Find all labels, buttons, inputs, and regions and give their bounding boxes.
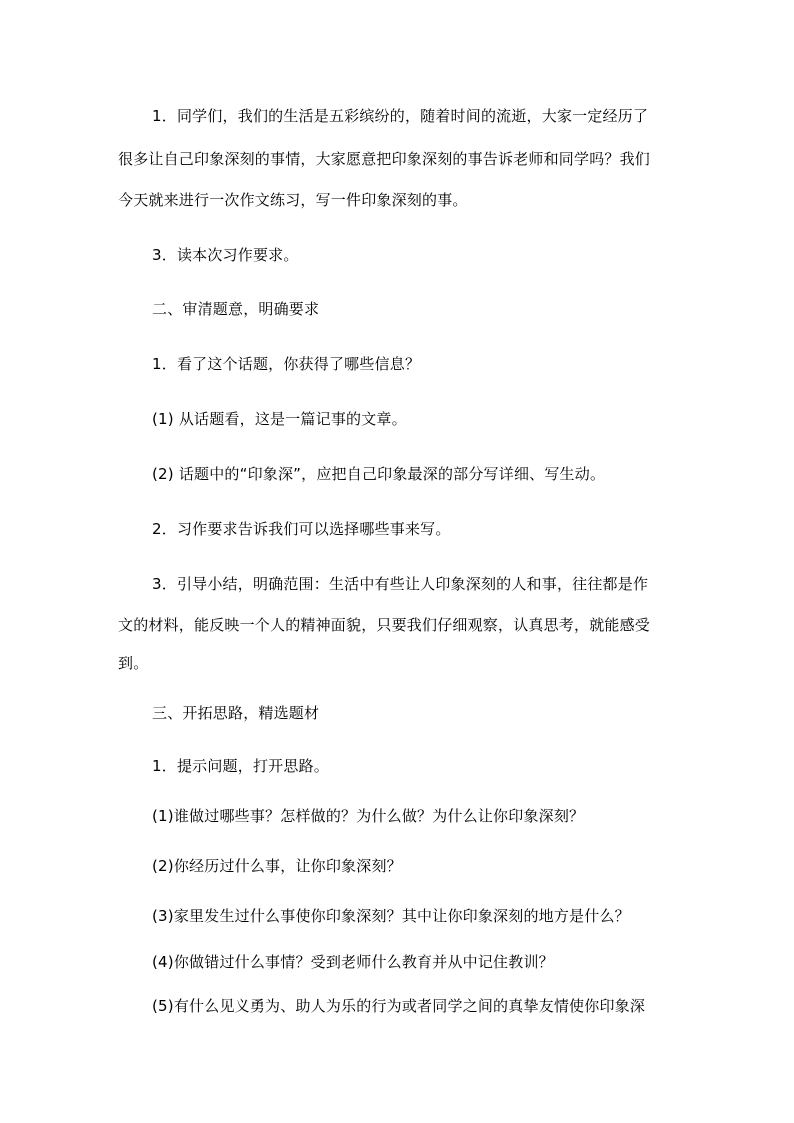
text-line: 1．看了这个话题，你获得了哪些信息？ [152,355,421,373]
text-line: (5)有什么见义勇为、助人为乐的行为或者同学之间的真挚友情使你印象深 [152,997,646,1015]
section-heading: 三、开拓思路，精选题材 [152,704,320,722]
text-line: 文的材料，能反映一个人的精神面貌，只要我们仔细观察，认真思考，就能感受 [118,616,651,634]
text-line: (2)你经历过什么事，让你印象深刻？ [152,857,402,875]
text-line: 到。 [118,654,149,672]
text-line: 3．引导小结，明确范围：生活中有些让人印象深刻的人和事，往往都是作 [152,575,649,593]
text-line: 1．提示问题，打开思路。 [152,757,329,775]
text-line: (1) 从话题看，这是一篇记事的文章。 [152,410,407,428]
section-heading: 二、审清题意，明确要求 [152,300,320,318]
text-line: (2) 话题中的“印象深”，应把自己印象最深的部分写详细、写生动。 [152,465,606,483]
text-line: 3．读本次习作要求。 [152,246,299,264]
text-line: 很多让自己印象深刻的事情，大家愿意把印象深刻的事告诉老师和同学吗？我们 [118,150,651,168]
text-line: (1)谁做过哪些事？怎样做的？为什么做？为什么让你印象深刻？ [152,807,585,825]
text-line: 今天就来进行一次作文练习，写一件印象深刻的事。 [118,191,468,209]
text-line: (4)你做错过什么事情？受到老师什么教育并从中记住教训？ [152,953,554,971]
text-line: (3)家里发生过什么事使你印象深刻？其中让你印象深刻的地方是什么？ [152,907,630,925]
text-line: 1．同学们，我们的生活是五彩缤纷的，随着时间的流逝，大家一定经历了 [152,107,649,125]
text-line: 2．习作要求告诉我们可以选择哪些事来写。 [152,520,451,538]
